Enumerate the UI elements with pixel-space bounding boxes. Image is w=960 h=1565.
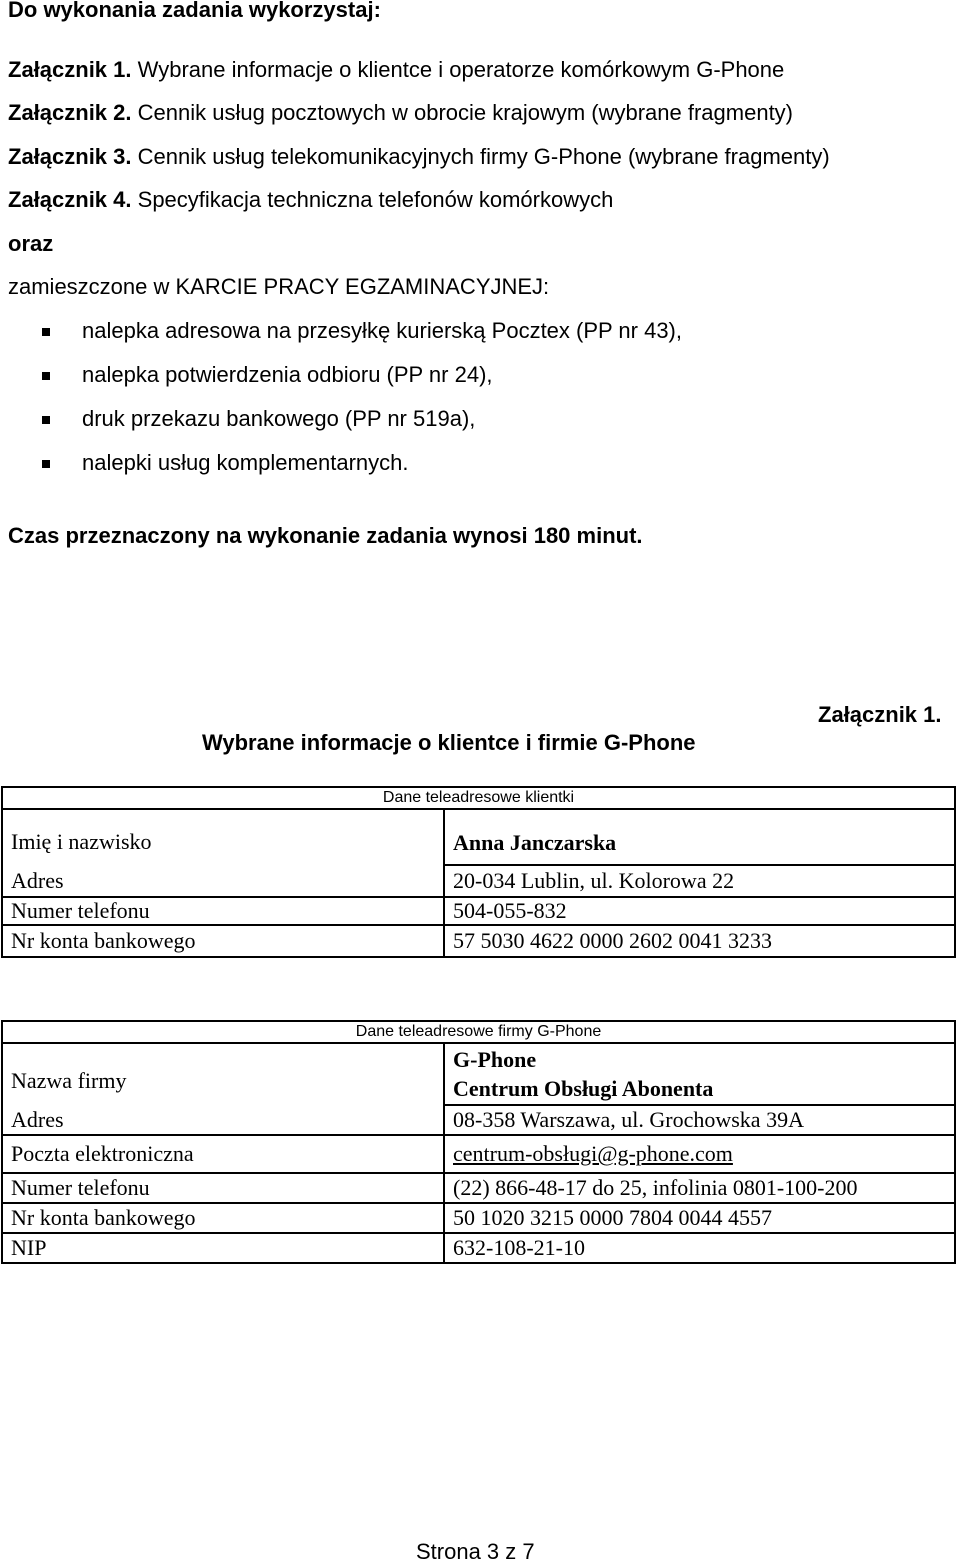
company-name-value bbox=[444, 1043, 955, 1105]
company-nip-value: 632-108-21-10 bbox=[444, 1233, 955, 1263]
attachment-4 bbox=[8, 187, 613, 213]
company-bank-label: Nr konta bankowego bbox=[2, 1203, 444, 1233]
table-row bbox=[2, 809, 955, 865]
attachment-3-text: Cennik usług telekomunikacyjnych firmy G-Phone (wybrane fragmenty) bbox=[137, 144, 830, 169]
square-bullet-icon bbox=[42, 372, 50, 380]
email-link[interactable]: centrum-obsługi@g-phone.com bbox=[453, 1141, 733, 1166]
table-row bbox=[2, 1043, 955, 1105]
attachment-4-label: Załącznik 4. bbox=[8, 187, 132, 212]
client-name-value: Anna Janczarska bbox=[444, 809, 955, 865]
attachment-1 bbox=[8, 57, 784, 83]
client-address-value: 20-034 Lublin, ul. Kolorowa 22 bbox=[444, 865, 955, 897]
oraz-label: oraz bbox=[8, 231, 54, 256]
table-row bbox=[2, 1105, 955, 1135]
attachment-2-text: Cennik usług pocztowych w obrocie krajowym (wybrane fragmenty) bbox=[137, 100, 794, 125]
company-table bbox=[1, 1020, 956, 1264]
client-name-label: Imię i nazwisko bbox=[2, 809, 444, 865]
client-table-header: Dane teleadresowe klientki bbox=[2, 787, 955, 809]
table-row bbox=[2, 1233, 955, 1263]
annex-label: Załącznik 1. bbox=[818, 702, 942, 727]
client-bank-value: 57 5030 4622 0000 2602 0041 3233 bbox=[444, 925, 955, 957]
bullet-text: nalepka potwierdzenia odbioru (PP nr 24), bbox=[82, 362, 493, 387]
company-address-label: Adres bbox=[2, 1105, 444, 1135]
company-phone-value: (22) 866-48-17 do 25, infolinia 0801-100-200 bbox=[444, 1173, 955, 1203]
company-email-value bbox=[444, 1135, 955, 1173]
bullet-item-2 bbox=[42, 362, 493, 388]
client-phone-label: Numer telefonu bbox=[2, 897, 444, 925]
worksheet-intro: zamieszczone w KARCIE PRACY EGZAMINACYJNEJ: bbox=[8, 274, 550, 299]
bullet-item-4 bbox=[42, 450, 409, 476]
client-phone-value: 504-055-832 bbox=[444, 897, 955, 925]
attachment-4-text: Specyfikacja techniczna telefonów komórkowych bbox=[137, 187, 614, 212]
attachment-3-label: Załącznik 3. bbox=[8, 144, 132, 169]
square-bullet-icon bbox=[42, 328, 50, 336]
attachment-2-label: Załącznik 2. bbox=[8, 100, 132, 125]
company-bank-value: 50 1020 3215 0000 7804 0044 4557 bbox=[444, 1203, 955, 1233]
attachment-2 bbox=[8, 100, 793, 126]
time-note: Czas przeznaczony na wykonanie zadania wynosi 180 minut. bbox=[8, 523, 643, 548]
company-name-line1: G-Phone bbox=[453, 1047, 537, 1072]
bullet-item-1 bbox=[42, 318, 682, 344]
table-row bbox=[2, 1135, 955, 1173]
bullet-item-3 bbox=[42, 406, 475, 432]
company-table-header: Dane teleadresowe firmy G-Phone bbox=[2, 1021, 955, 1043]
client-bank-label: Nr konta bankowego bbox=[2, 925, 444, 957]
client-address-label: Adres bbox=[2, 865, 444, 897]
table-row bbox=[2, 897, 955, 925]
intro-heading: Do wykonania zadania wykorzystaj: bbox=[8, 0, 381, 22]
attachment-1-text: Wybrane informacje o klientce i operatorze komórkowym G-Phone bbox=[137, 57, 785, 82]
client-table bbox=[1, 786, 956, 958]
square-bullet-icon bbox=[42, 416, 50, 424]
company-name-label: Nazwa firmy bbox=[2, 1043, 444, 1105]
square-bullet-icon bbox=[42, 460, 50, 468]
bullet-text: nalepki usług komplementarnych. bbox=[82, 450, 409, 475]
company-name-line2: Centrum Obsługi Abonenta bbox=[453, 1076, 714, 1101]
company-email-label: Poczta elektroniczna bbox=[2, 1135, 444, 1173]
company-phone-label: Numer telefonu bbox=[2, 1173, 444, 1203]
bullet-text: nalepka adresowa na przesyłkę kurierską Pocztex (PP nr 43), bbox=[82, 318, 682, 343]
annex-title: Wybrane informacje o klientce i firmie G-Phone bbox=[202, 730, 696, 755]
attachment-1-label: Załącznik 1. bbox=[8, 57, 132, 82]
table-row bbox=[2, 865, 955, 897]
table-row bbox=[2, 925, 955, 957]
table-row bbox=[2, 1203, 955, 1233]
page-number: Strona 3 z 7 bbox=[416, 1539, 535, 1564]
company-address-value: 08-358 Warszawa, ul. Grochowska 39A bbox=[444, 1105, 955, 1135]
attachment-3 bbox=[8, 144, 830, 170]
table-row bbox=[2, 1173, 955, 1203]
company-nip-label: NIP bbox=[2, 1233, 444, 1263]
bullet-text: druk przekazu bankowego (PP nr 519a), bbox=[82, 406, 476, 431]
